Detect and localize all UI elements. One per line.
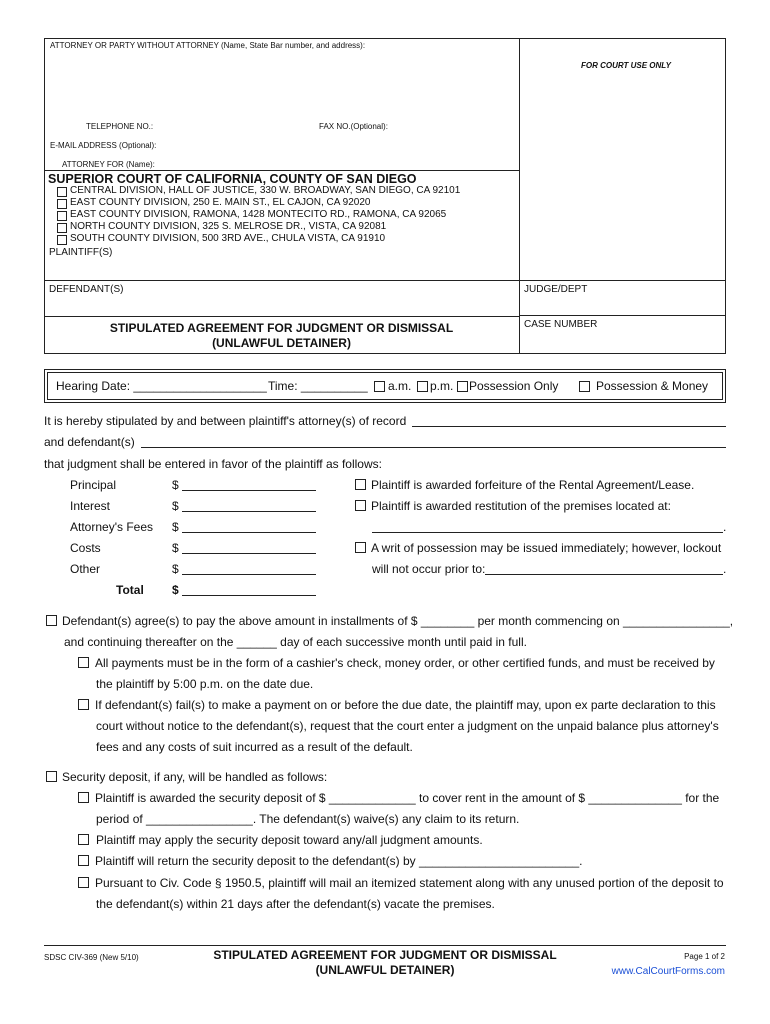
checkbox-security-deposit[interactable] [46,771,57,782]
checkbox-installments[interactable] [46,615,57,626]
checkbox-restitution[interactable] [355,500,366,511]
deposit-return-text: Plaintiff will return the security deposit to the defendant(s) by ________________________. [95,854,583,868]
judgment-favor-text: that judgment shall be entered in favor of the plaintiff as follows: [44,457,382,471]
divider [44,280,726,281]
footer-title-line2: (UNLAWFUL DETAINER) [315,963,455,977]
deposit-apply-text: Plaintiff may apply the security deposit toward any/all judgment amounts. [96,833,483,847]
checkbox-deposit-awarded[interactable] [78,792,89,803]
possession-money-label: Possession & Money [596,379,709,393]
total-amount-line[interactable] [182,595,316,596]
other-label: Other [70,562,101,576]
footer-title [180,948,590,978]
checkbox-south-county-division[interactable] [57,235,67,245]
form-title-line1: STIPULATED AGREEMENT FOR JUDGMENT OR DISMISSAL [109,321,454,335]
checkbox-am[interactable] [374,381,385,392]
checkbox-possession-money[interactable] [579,381,590,392]
checkbox-certified-funds[interactable] [78,657,89,668]
deposit-awarded-text-2: period of ________________. The defendant(s) waive(s) any claim to its return. [96,812,520,826]
lockout-text: will not occur prior to: [372,562,486,576]
caption-box [44,38,726,354]
fax-label: FAX NO.(Optional): [319,122,388,131]
court-use-label: FOR COURT USE ONLY [581,61,671,70]
forfeiture-text: Plaintiff is awarded forfeiture of the Rental Agreement/Lease. [371,478,695,492]
lockout-date-line[interactable] [485,574,723,575]
interest-amount-line[interactable] [182,511,316,512]
checkbox-default-judgment[interactable] [78,699,89,710]
website-link-text[interactable]: www.CalCourtForms.com [611,966,725,977]
premises-period: . [723,520,727,534]
plaintiff-label: PLAINTIFF(S) [49,247,113,258]
certified-funds-text-1: All payments must be in the form of a cashier's check, money order, or other certified funds, and must be received by [95,656,715,670]
am-label: a.m. [388,379,412,393]
divider [44,170,519,171]
checkbox-ramona-division[interactable] [57,211,67,221]
hearing-time-field[interactable]: Time: __________ [268,379,368,393]
checkbox-deposit-return[interactable] [78,855,89,866]
checkbox-central-division[interactable] [57,187,67,197]
total-dollar: $ [172,583,179,597]
writ-text: A writ of possession may be issued immediately; however, lockout [371,541,722,555]
restitution-text: Plaintiff is awarded restitution of the premises located at: [371,499,671,513]
footer-title-line1: STIPULATED AGREEMENT FOR JUDGMENT OR DISMISSAL [213,948,557,962]
checkbox-pm[interactable] [417,381,428,392]
website-link[interactable] [612,966,725,977]
case-number-label: CASE NUMBER [524,319,598,330]
division-north-county: NORTH COUNTY DIVISION, 325 S. MELROSE DR., VISTA, CA 92081 [70,221,387,232]
principal-dollar: $ [172,478,179,492]
attorney-fees-label: Attorney's Fees [70,520,153,534]
footer-divider [44,945,726,946]
checkbox-possession-only[interactable] [457,381,468,392]
other-dollar: $ [172,562,179,576]
checkbox-east-county-division[interactable] [57,199,67,209]
principal-label: Principal [70,478,117,492]
other-amount-line[interactable] [182,574,316,575]
hearing-date-field[interactable]: Hearing Date: ____________________ [56,379,267,393]
judge-dept-label: JUDGE/DEPT [524,284,588,295]
email-label: E-MAIL ADDRESS (Optional): [50,141,157,150]
checkbox-deposit-apply[interactable] [78,834,89,845]
installments-continuing-text: and continuing thereafter on the ______ day of each successive month until paid in full. [64,635,527,649]
security-deposit-heading: Security deposit, if any, will be handled as follows: [62,770,328,784]
checkbox-forfeiture[interactable] [355,479,366,490]
form-title [44,321,519,351]
installments-text: Defendant(s) agree(s) to pay the above amount in installments of $ ________ per month commencing on ________________, [62,614,734,628]
costs-label: Costs [70,541,101,555]
itemized-statement-text-2: the defendant(s) within 21 days after the defendant(s) vacate the premises. [96,897,495,911]
total-label: Total [116,583,144,597]
checkbox-itemized-statement[interactable] [78,877,89,888]
premises-address-line[interactable] [372,532,723,533]
divider [519,315,726,316]
attorney-of-record-line[interactable] [412,426,726,427]
divider [519,38,520,354]
default-judgment-text-3: fees and any costs of suit incurred as a result of the default. [96,740,413,754]
stipulated-text: It is hereby stipulated by and between plaintiff's attorney(s) of record [44,414,407,428]
defendant-label: DEFENDANT(S) [49,284,124,295]
default-judgment-text-1: If defendant(s) fail(s) to make a payment on or before the due date, the plaintiff may, upon ex parte declaration to this [95,698,716,712]
interest-label: Interest [70,499,111,513]
division-central: CENTRAL DIVISION, HALL OF JUSTICE, 330 W. BROADWAY, SAN DIEGO, CA 92101 [70,185,461,196]
division-ramona: EAST COUNTY DIVISION, RAMONA, 1428 MONTECITO RD., RAMONA, CA 92065 [70,209,447,220]
possession-only-label: Possession Only [469,379,559,393]
attorney-fees-amount-line[interactable] [182,532,316,533]
division-south-county: SOUTH COUNTY DIVISION, 500 3RD AVE., CHULA VISTA, CA 91910 [70,233,386,244]
divider [44,316,519,317]
division-east-county: EAST COUNTY DIVISION, 250 E. MAIN ST., EL CAJON, CA 92020 [70,197,371,208]
attorney-fees-dollar: $ [172,520,179,534]
page-number: Page 1 of 2 [684,952,725,961]
attorney-for-label: ATTORNEY FOR (Name): [62,160,155,169]
certified-funds-text-2: the plaintiff by 5:00 p.m. on the date due. [96,677,314,691]
court-name: SUPERIOR COURT OF CALIFORNIA, COUNTY OF SAN DIEGO [48,172,417,186]
attorney-label: ATTORNEY OR PARTY WITHOUT ATTORNEY (Name, State Bar number, and address): [50,41,366,50]
checkbox-writ[interactable] [355,542,366,553]
lockout-period: . [723,562,727,576]
and-defendant-text: and defendant(s) [44,435,135,449]
costs-dollar: $ [172,541,179,555]
telephone-label: TELEPHONE NO.: [86,122,154,131]
interest-dollar: $ [172,499,179,513]
checkbox-north-county-division[interactable] [57,223,67,233]
form-title-line2: (UNLAWFUL DETAINER) [212,336,351,350]
costs-amount-line[interactable] [182,553,316,554]
defendant-name-line[interactable] [141,447,726,448]
principal-amount-line[interactable] [182,490,316,491]
deposit-awarded-text-1: Plaintiff is awarded the security deposit of $ _____________ to cover rent in the amount of $ ______________ for the [95,791,720,805]
default-judgment-text-2: court without notice to the defendant(s), request that the court enter a judgment on the unpaid balance plus attorney's [96,719,719,733]
itemized-statement-text-1: Pursuant to Civ. Code § 1950.5, plaintiff will mail an itemized statement along with any unused portion of the deposit to [95,876,724,890]
pm-label: p.m. [430,379,454,393]
form-id: SDSC CIV-369 (New 5/10) [44,953,139,962]
